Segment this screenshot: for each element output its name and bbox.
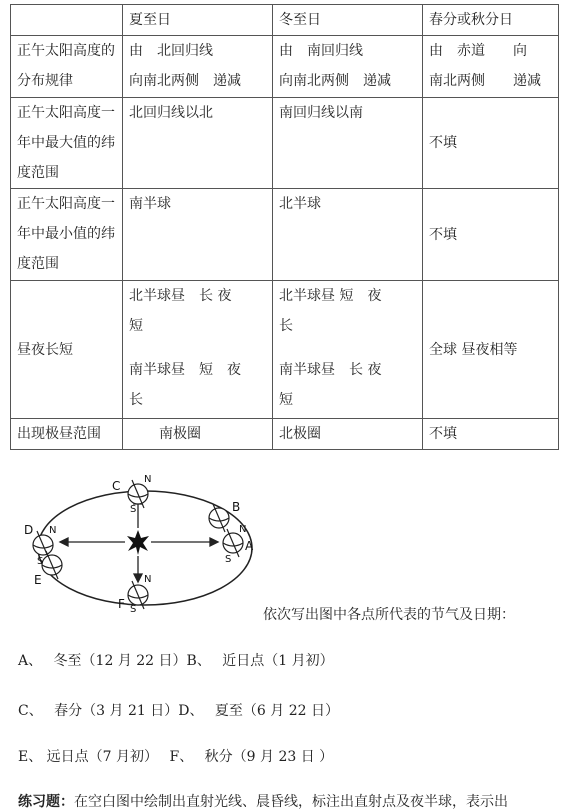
table-header-row	[11, 5, 559, 36]
cell-equinox: 不填	[423, 189, 559, 281]
table-row	[11, 36, 559, 98]
svg-text:S: S	[130, 504, 137, 515]
cell-winter: 南回归线以南	[273, 98, 423, 189]
point-label-d: D	[24, 523, 34, 537]
cell-winter: 由 南回归线 向南北两侧 递减	[273, 36, 423, 98]
svg-text:N: N	[144, 574, 152, 585]
point-label-e: E	[34, 573, 42, 587]
cell-equinox: 由 赤道 向 南北两侧 递减	[423, 36, 559, 98]
cell-winter: 北半球昼 短 夜 长 南半球昼 长 夜 短	[273, 281, 423, 419]
earth-b-icon	[209, 504, 229, 532]
sun-icon	[127, 530, 149, 555]
cell-winter: 北半球	[273, 189, 423, 281]
exercise-text: 在空白图中绘制出直射光线、晨昏线，标注出直射点及夜半球，表示出	[74, 794, 508, 810]
header-cell: 冬至日	[273, 5, 423, 36]
svg-text:S: S	[225, 554, 232, 565]
exercise-line	[18, 791, 508, 811]
row-label: 昼夜长短	[11, 281, 123, 419]
point-label-f: F	[118, 597, 125, 611]
svg-text:S: S	[37, 556, 44, 567]
seasons-table	[10, 4, 559, 450]
row-label: 正午太阳高度一年中最大值的纬度范围	[11, 98, 123, 189]
cell-summer: 南极圈	[123, 419, 273, 450]
svg-text:N: N	[49, 525, 57, 536]
header-cell: 夏至日	[123, 5, 273, 36]
answer-line-1: A、 冬至（12 月 22 日）B、 近日点（1 月初）	[18, 653, 334, 669]
svg-text:S: S	[130, 604, 137, 615]
header-cell: 春分或秋分日	[423, 5, 559, 36]
earth-orbit-diagram	[20, 472, 265, 627]
answer-line-3: E、 远日点（7 月初） F、 秋分（9 月 23 日 ）	[18, 749, 334, 765]
cell-summer: 由 北回归线 向南北两侧 递减	[123, 36, 273, 98]
table-row	[11, 419, 559, 450]
table-row	[11, 98, 559, 189]
cell-summer: 北半球昼 长 夜 短 南半球昼 短 夜 长	[123, 281, 273, 419]
svg-text:N: N	[239, 524, 247, 535]
answer-line-2: C、 春分（3 月 21 日）D、 夏至（6 月 22 日）	[18, 703, 339, 719]
cell-equinox: 不填	[423, 98, 559, 189]
diagram-caption: 依次写出图中各点所代表的节气及日期：	[263, 607, 515, 623]
table-row	[11, 189, 559, 281]
cell-equinox: 不填	[423, 419, 559, 450]
point-label-a: A	[245, 539, 254, 553]
cell-equinox: 全球 昼夜相等	[423, 281, 559, 419]
row-label: 正午太阳高度一年中最小值的纬度范围	[11, 189, 123, 281]
cell-summer: 南半球	[123, 189, 273, 281]
row-label: 正午太阳高度的分布规律	[11, 36, 123, 98]
point-label-b: B	[232, 500, 241, 514]
cell-winter: 北极圈	[273, 419, 423, 450]
exercise-label: 练习题：	[18, 794, 74, 810]
cell-summer: 北回归线以北	[123, 98, 273, 189]
header-cell	[11, 5, 123, 36]
point-label-c: C	[112, 479, 121, 493]
row-label: 出现极昼范围	[11, 419, 123, 450]
svg-text:N: N	[144, 474, 152, 485]
table-row	[11, 281, 559, 419]
